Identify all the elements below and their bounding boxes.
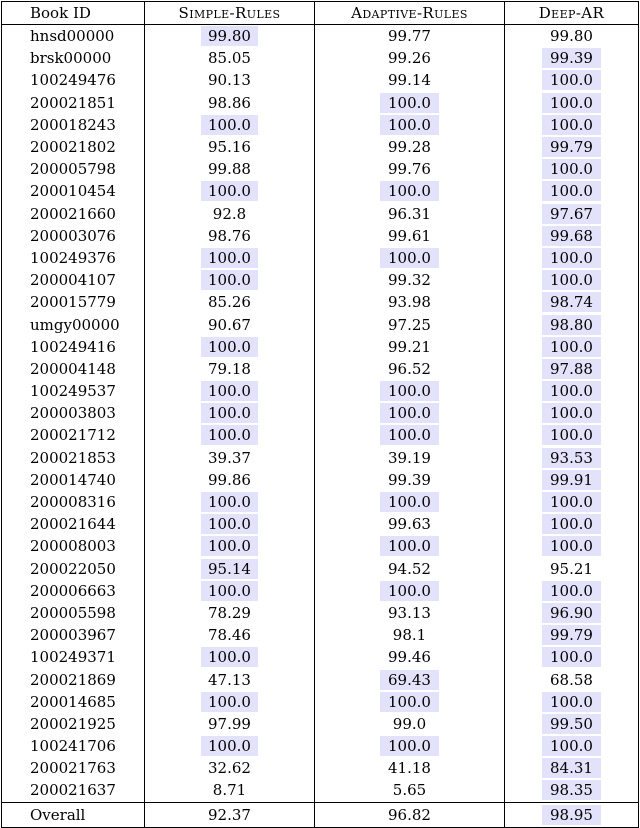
simple-rules-cell (145, 802, 315, 827)
simple-rules-cell (145, 180, 315, 202)
deep-ar-cell (505, 735, 639, 757)
score-value: 90.13 (208, 71, 251, 90)
score-value: 99.26 (388, 49, 431, 68)
score-value: 99.14 (388, 71, 431, 90)
score-value: 100.0 (380, 403, 439, 423)
adaptive-rules-cell (315, 469, 505, 491)
book-id-cell: 200021851 (2, 92, 145, 114)
book-id-cell: 200021853 (2, 447, 145, 469)
book-id-cell: 200014740 (2, 469, 145, 491)
simple-rules-cell (145, 668, 315, 690)
deep-ar-cell (505, 447, 639, 469)
deep-ar-cell (505, 92, 639, 114)
score-value: 97.88 (542, 359, 601, 379)
score-value: 69.43 (380, 670, 439, 690)
score-value: 100.0 (542, 514, 601, 534)
score-value: 32.62 (208, 759, 251, 778)
book-id-cell: 100249476 (2, 69, 145, 91)
simple-rules-cell (145, 558, 315, 580)
score-value: 100.0 (380, 115, 439, 135)
score-value: 68.58 (550, 670, 593, 689)
simple-rules-cell (145, 25, 315, 48)
score-value: 39.37 (208, 448, 251, 467)
score-value: 99.88 (208, 160, 251, 179)
deep-ar-cell (505, 47, 639, 69)
book-id-cell: 100249537 (2, 380, 145, 402)
simple-rules-cell (145, 336, 315, 358)
table-row (2, 646, 639, 668)
table-row (2, 668, 639, 690)
adaptive-rules-cell (315, 691, 505, 713)
score-value: 100.0 (201, 425, 258, 445)
book-id-cell: 100249371 (2, 646, 145, 668)
score-value: 100.0 (542, 270, 601, 290)
adaptive-rules-cell (315, 402, 505, 424)
score-value: 100.0 (380, 425, 439, 445)
simple-rules-cell (145, 291, 315, 313)
table-row (2, 735, 639, 757)
deep-ar-cell (505, 535, 639, 557)
score-value: 99.68 (542, 226, 601, 246)
table-row (2, 158, 639, 180)
book-id-cell: 200022050 (2, 558, 145, 580)
deep-ar-cell (505, 136, 639, 158)
score-value: 100.0 (380, 581, 439, 601)
simple-rules-cell (145, 47, 315, 69)
score-value: 5.65 (392, 781, 427, 800)
book-id-cell: 200018243 (2, 114, 145, 136)
simple-rules-cell (145, 535, 315, 557)
book-id-cell: umgy00000 (2, 313, 145, 335)
adaptive-rules-cell (315, 313, 505, 335)
header-simple-rules: Simple-Rules (145, 2, 315, 25)
score-value: 99.80 (550, 27, 593, 46)
deep-ar-cell (505, 713, 639, 735)
adaptive-rules-cell (315, 491, 505, 513)
score-value: 99.76 (388, 160, 431, 179)
book-id-cell: 200005798 (2, 158, 145, 180)
table-row (2, 269, 639, 291)
score-value: 100.0 (201, 736, 258, 756)
score-value: 99.79 (542, 625, 601, 645)
table-row (2, 47, 639, 69)
simple-rules-cell (145, 624, 315, 646)
score-value: 100.0 (380, 381, 439, 401)
simple-rules-cell (145, 203, 315, 225)
adaptive-rules-cell (315, 424, 505, 446)
adaptive-rules-cell (315, 735, 505, 757)
adaptive-rules-cell (315, 92, 505, 114)
adaptive-rules-cell (315, 203, 505, 225)
deep-ar-cell (505, 225, 639, 247)
deep-ar-cell (505, 358, 639, 380)
score-value: 100.0 (542, 93, 601, 113)
score-value: 100.0 (201, 115, 258, 135)
table-row (2, 757, 639, 779)
book-id-cell: 100249376 (2, 247, 145, 269)
score-value: 92.37 (208, 805, 251, 824)
adaptive-rules-cell (315, 180, 505, 202)
book-id-cell: 200008003 (2, 535, 145, 557)
score-value: 100.0 (542, 403, 601, 423)
score-value: 79.18 (208, 359, 251, 378)
deep-ar-cell (505, 269, 639, 291)
score-value: 100.0 (201, 692, 258, 712)
book-id-cell: hnsd00000 (2, 25, 145, 48)
adaptive-rules-cell (315, 779, 505, 802)
deep-ar-cell (505, 513, 639, 535)
score-value: 100.0 (542, 536, 601, 556)
score-value: 95.16 (208, 138, 251, 157)
overall-label: Overall (2, 802, 145, 827)
score-value: 99.77 (388, 27, 431, 46)
book-id-cell: 200004148 (2, 358, 145, 380)
score-value: 100.0 (380, 736, 439, 756)
score-value: 100.0 (380, 181, 439, 201)
score-value: 100.0 (201, 403, 258, 423)
simple-rules-cell (145, 225, 315, 247)
adaptive-rules-cell (315, 624, 505, 646)
score-value: 98.76 (208, 226, 251, 245)
score-value: 94.52 (388, 559, 431, 578)
adaptive-rules-cell (315, 291, 505, 313)
score-value: 100.0 (542, 337, 601, 357)
adaptive-rules-cell (315, 69, 505, 91)
header-row (2, 2, 639, 25)
score-value: 99.28 (388, 138, 431, 157)
adaptive-rules-cell (315, 269, 505, 291)
book-id-cell: 200021763 (2, 757, 145, 779)
score-value: 100.0 (201, 581, 258, 601)
deep-ar-cell (505, 624, 639, 646)
book-id-cell: 200010454 (2, 180, 145, 202)
adaptive-rules-cell (315, 580, 505, 602)
adaptive-rules-cell (315, 646, 505, 668)
table-body (2, 25, 639, 828)
table-row (2, 247, 639, 269)
adaptive-rules-cell (315, 225, 505, 247)
score-value: 78.46 (208, 626, 251, 645)
table-row (2, 558, 639, 580)
score-value: 100.0 (542, 159, 601, 179)
adaptive-rules-cell (315, 713, 505, 735)
book-id-cell: 200014685 (2, 691, 145, 713)
table-row (2, 424, 639, 446)
score-value: 100.0 (542, 181, 601, 201)
book-id-cell: 200021712 (2, 424, 145, 446)
book-id-cell: 200004107 (2, 269, 145, 291)
score-value: 100.0 (542, 248, 601, 268)
adaptive-rules-cell (315, 602, 505, 624)
deep-ar-cell (505, 602, 639, 624)
simple-rules-cell (145, 779, 315, 802)
simple-rules-cell (145, 247, 315, 269)
table-row (2, 291, 639, 313)
header-adaptive-rules: Adaptive-Rules (315, 2, 505, 25)
table-row (2, 114, 639, 136)
score-value: 100.0 (542, 115, 601, 135)
adaptive-rules-cell (315, 757, 505, 779)
adaptive-rules-cell (315, 358, 505, 380)
adaptive-rules-cell (315, 25, 505, 48)
deep-ar-cell (505, 469, 639, 491)
score-value: 47.13 (208, 670, 251, 689)
table-row (2, 602, 639, 624)
score-value: 100.0 (201, 647, 258, 667)
score-value: 99.39 (542, 48, 601, 68)
deep-ar-cell (505, 291, 639, 313)
book-id-cell: 100241706 (2, 735, 145, 757)
deep-ar-cell (505, 69, 639, 91)
adaptive-rules-cell (315, 513, 505, 535)
score-value: 99.46 (388, 648, 431, 667)
score-value: 93.53 (542, 448, 601, 468)
score-value: 99.21 (388, 337, 431, 356)
table-row (2, 92, 639, 114)
simple-rules-cell (145, 691, 315, 713)
score-value: 100.0 (201, 337, 258, 357)
simple-rules-cell (145, 580, 315, 602)
score-value: 92.8 (212, 204, 247, 223)
score-value: 100.0 (380, 93, 439, 113)
book-id-cell: brsk00000 (2, 47, 145, 69)
score-value: 100.0 (542, 692, 601, 712)
header-book-id: Book ID (2, 2, 145, 25)
score-value: 100.0 (542, 381, 601, 401)
deep-ar-cell (505, 25, 639, 48)
score-value: 98.35 (542, 780, 601, 800)
score-value: 85.26 (208, 293, 251, 312)
book-id-cell: 200008316 (2, 491, 145, 513)
deep-ar-cell (505, 558, 639, 580)
adaptive-rules-cell (315, 380, 505, 402)
adaptive-rules-cell (315, 47, 505, 69)
book-id-cell: 200005598 (2, 602, 145, 624)
score-value: 96.90 (542, 603, 601, 623)
score-value: 100.0 (542, 425, 601, 445)
book-id-cell: 200021802 (2, 136, 145, 158)
table-row (2, 136, 639, 158)
score-value: 90.67 (208, 315, 251, 334)
score-value: 93.13 (388, 603, 431, 622)
score-value: 96.82 (388, 805, 431, 824)
score-value: 98.1 (392, 626, 427, 645)
adaptive-rules-cell (315, 558, 505, 580)
score-value: 100.0 (201, 492, 258, 512)
score-value: 99.39 (388, 470, 431, 489)
table-row (2, 779, 639, 802)
score-value: 99.63 (388, 515, 431, 534)
table-row (2, 469, 639, 491)
book-id-cell: 200021644 (2, 513, 145, 535)
book-id-cell: 200021925 (2, 713, 145, 735)
simple-rules-cell (145, 158, 315, 180)
simple-rules-cell (145, 646, 315, 668)
table-row (2, 402, 639, 424)
table-row (2, 691, 639, 713)
score-value: 98.74 (542, 292, 601, 312)
deep-ar-cell (505, 646, 639, 668)
score-value: 99.80 (201, 26, 258, 46)
deep-ar-cell (505, 203, 639, 225)
simple-rules-cell (145, 69, 315, 91)
score-value: 100.0 (542, 647, 601, 667)
table-row (2, 580, 639, 602)
book-id-cell: 200003967 (2, 624, 145, 646)
simple-rules-cell (145, 513, 315, 535)
score-value: 100.0 (201, 248, 258, 268)
adaptive-rules-cell (315, 447, 505, 469)
simple-rules-cell (145, 491, 315, 513)
deep-ar-cell (505, 313, 639, 335)
simple-rules-cell (145, 469, 315, 491)
score-value: 100.0 (380, 492, 439, 512)
score-value: 98.86 (208, 93, 251, 112)
score-value: 85.05 (208, 49, 251, 68)
simple-rules-cell (145, 757, 315, 779)
score-value: 99.32 (388, 271, 431, 290)
table-row (2, 180, 639, 202)
book-id-cell: 200021637 (2, 779, 145, 802)
score-value: 100.0 (380, 536, 439, 556)
simple-rules-cell (145, 358, 315, 380)
table-row (2, 535, 639, 557)
score-value: 98.80 (542, 315, 601, 335)
deep-ar-cell (505, 380, 639, 402)
simple-rules-cell (145, 602, 315, 624)
book-id-cell: 200021660 (2, 203, 145, 225)
deep-ar-cell (505, 247, 639, 269)
score-value: 99.50 (542, 714, 601, 734)
deep-ar-cell (505, 779, 639, 802)
score-value: 96.31 (388, 204, 431, 223)
score-value: 98.95 (542, 805, 601, 825)
book-id-cell: 200006663 (2, 580, 145, 602)
table-row (2, 313, 639, 335)
score-value: 96.52 (388, 359, 431, 378)
simple-rules-cell (145, 269, 315, 291)
table-row (2, 513, 639, 535)
simple-rules-cell (145, 402, 315, 424)
book-id-cell: 200015779 (2, 291, 145, 313)
score-value: 100.0 (542, 736, 601, 756)
deep-ar-cell (505, 757, 639, 779)
score-value: 100.0 (380, 692, 439, 712)
simple-rules-cell (145, 380, 315, 402)
score-value: 95.21 (550, 559, 593, 578)
simple-rules-cell (145, 92, 315, 114)
score-value: 99.0 (392, 714, 427, 733)
adaptive-rules-cell (315, 136, 505, 158)
score-value: 41.18 (388, 759, 431, 778)
adaptive-rules-cell (315, 114, 505, 136)
score-value: 100.0 (542, 70, 601, 90)
table-row (2, 25, 639, 48)
score-value: 39.19 (388, 448, 431, 467)
score-value: 100.0 (542, 492, 601, 512)
score-value: 84.31 (542, 758, 601, 778)
score-value: 100.0 (201, 181, 258, 201)
score-value: 100.0 (380, 248, 439, 268)
simple-rules-cell (145, 713, 315, 735)
deep-ar-cell (505, 691, 639, 713)
adaptive-rules-cell (315, 247, 505, 269)
score-value: 95.14 (201, 559, 258, 579)
deep-ar-cell (505, 424, 639, 446)
score-value: 100.0 (201, 381, 258, 401)
table-row (2, 203, 639, 225)
score-value: 97.99 (208, 714, 251, 733)
simple-rules-cell (145, 114, 315, 136)
score-value: 100.0 (201, 536, 258, 556)
table-row (2, 336, 639, 358)
deep-ar-cell (505, 180, 639, 202)
deep-ar-cell (505, 336, 639, 358)
score-value: 99.86 (208, 470, 251, 489)
score-value: 99.79 (542, 137, 601, 157)
table-row (2, 380, 639, 402)
table-row (2, 358, 639, 380)
book-id-cell: 200003803 (2, 402, 145, 424)
adaptive-rules-cell (315, 158, 505, 180)
simple-rules-cell (145, 313, 315, 335)
score-value: 8.71 (212, 781, 247, 800)
deep-ar-cell (505, 580, 639, 602)
score-value: 78.29 (208, 603, 251, 622)
deep-ar-cell (505, 802, 639, 827)
score-value: 99.61 (388, 226, 431, 245)
deep-ar-cell (505, 402, 639, 424)
table-row (2, 69, 639, 91)
table-row (2, 713, 639, 735)
simple-rules-cell (145, 136, 315, 158)
simple-rules-cell (145, 735, 315, 757)
table-row (2, 225, 639, 247)
book-id-cell: 200003076 (2, 225, 145, 247)
adaptive-rules-cell (315, 535, 505, 557)
deep-ar-cell (505, 114, 639, 136)
deep-ar-cell (505, 668, 639, 690)
table-row (2, 624, 639, 646)
book-id-cell: 200021869 (2, 668, 145, 690)
table-row (2, 491, 639, 513)
score-value: 93.98 (388, 293, 431, 312)
score-value: 99.91 (542, 470, 601, 490)
adaptive-rules-cell (315, 802, 505, 827)
book-id-cell: 100249416 (2, 336, 145, 358)
score-value: 100.0 (201, 514, 258, 534)
results-table (1, 1, 639, 828)
simple-rules-cell (145, 424, 315, 446)
adaptive-rules-cell (315, 668, 505, 690)
score-value: 97.67 (542, 204, 601, 224)
deep-ar-cell (505, 158, 639, 180)
score-value: 100.0 (542, 581, 601, 601)
simple-rules-cell (145, 447, 315, 469)
score-value: 100.0 (201, 270, 258, 290)
adaptive-rules-cell (315, 336, 505, 358)
score-value: 97.25 (388, 315, 431, 334)
table-row (2, 447, 639, 469)
header-deep-ar: Deep-AR (505, 2, 639, 25)
deep-ar-cell (505, 491, 639, 513)
overall-row (2, 802, 639, 827)
